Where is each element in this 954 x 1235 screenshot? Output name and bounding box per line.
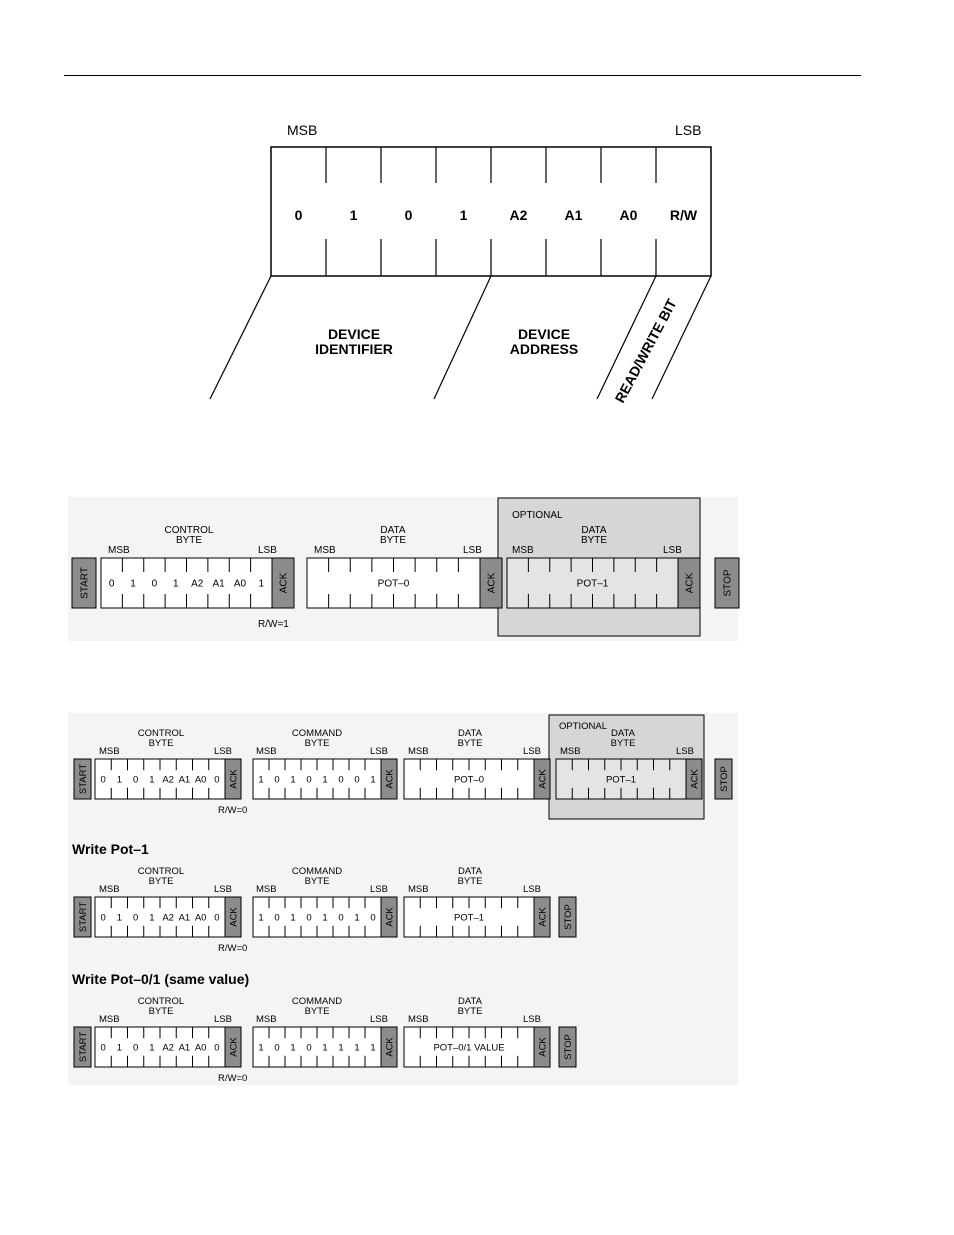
- seq3-control-bit-3: 1: [149, 1042, 155, 1054]
- seq2-command-msb: MSB: [256, 884, 277, 895]
- seq1-command-bit-6: 0: [354, 774, 360, 786]
- fig1-bit-1: 1: [349, 207, 358, 223]
- seq2-command-bit-5: 0: [338, 912, 344, 924]
- seq1-data1-lsb: LSB: [676, 746, 694, 757]
- seq1-control-title-1: CONTROL: [137, 728, 185, 739]
- seq3-ack-data0-label: ACK: [537, 1037, 549, 1057]
- seq1-data1-title-1: DATA: [611, 728, 635, 739]
- fig1-msb-label: MSB: [287, 122, 318, 138]
- control-bit-6: A0: [233, 578, 247, 590]
- seq3-control-bit-6: A0: [194, 1042, 207, 1054]
- seq3-command-msb: MSB: [256, 1014, 277, 1025]
- seq1-command-lsb: LSB: [370, 746, 388, 757]
- data1-lsb: LSB: [663, 545, 682, 556]
- ack-control-label: ACK: [278, 572, 290, 594]
- data1-value: POT–1: [576, 578, 609, 590]
- seq3-command-title-1: COMMAND: [291, 996, 343, 1007]
- start-label: START: [79, 567, 91, 599]
- seq3-control-lsb: LSB: [214, 1014, 232, 1025]
- seq3-ack-command-label: ACK: [384, 1037, 396, 1057]
- seq3-command-bit-1: 0: [274, 1042, 280, 1054]
- seq2-command-bit-4: 1: [322, 912, 328, 924]
- ack-data1-label: ACK: [684, 572, 696, 594]
- seq1-command-title-1: COMMAND: [291, 728, 343, 739]
- data1-title-2: BYTE: [580, 535, 608, 546]
- seq1-data0-lsb: LSB: [523, 746, 541, 757]
- seq3-command-bit-7: 1: [370, 1042, 376, 1054]
- control-bit-2: 0: [151, 578, 158, 590]
- seq3-control-msb: MSB: [99, 1014, 120, 1025]
- seq1-control-bit-5: A1: [178, 774, 191, 786]
- seq3-command-title-2: BYTE: [304, 1006, 330, 1017]
- seq2-control-bit-2: 0: [132, 912, 139, 924]
- seq1-control-bit-6: A0: [194, 774, 207, 786]
- seq2-command-bit-2: 1: [290, 912, 296, 924]
- seq1-rw: R/W=0: [218, 805, 248, 816]
- control-byte-title-1: CONTROL: [164, 525, 214, 536]
- seq3-rw: R/W=0: [218, 1073, 248, 1084]
- seq1-ack-data0-label: ACK: [537, 769, 549, 789]
- write-optional-label: OPTIONAL: [559, 721, 608, 732]
- fig1-bit-3: 1: [459, 207, 468, 223]
- seq1-command-bit-4: 1: [322, 774, 328, 786]
- seq3-data0-title-1: DATA: [458, 996, 482, 1007]
- seq1-command-title-2: BYTE: [304, 738, 330, 749]
- fig1-bit-0: 0: [294, 207, 303, 223]
- seq3-control-title-1: CONTROL: [137, 996, 185, 1007]
- seq2-control-bit-3: 1: [149, 912, 155, 924]
- device-identifier-line1: DEVICE: [327, 326, 381, 342]
- seq3-control-bit-2: 0: [132, 1042, 139, 1054]
- seq2-ack-data0-label: ACK: [537, 907, 549, 927]
- seq1-data1-msb: MSB: [560, 746, 581, 757]
- device-identifier-line2: IDENTIFIER: [315, 341, 393, 357]
- seq2-data0-msb: MSB: [408, 884, 429, 895]
- seq3-control-bit-4: A2: [162, 1042, 174, 1054]
- seq1-control-bit-1: 1: [116, 774, 123, 786]
- seq2-control-bit-0: 0: [100, 912, 106, 924]
- seq2-ack-command-label: ACK: [384, 907, 396, 927]
- seq2-command-bit-7: 0: [370, 912, 376, 924]
- seq3-stop-label: STOP: [562, 1034, 574, 1060]
- seq2-command-bit-1: 0: [274, 912, 280, 924]
- data1-msb: MSB: [512, 545, 534, 556]
- control-bit-3: 1: [173, 578, 179, 590]
- seq3-start-label: START: [77, 1031, 89, 1063]
- seq1-ack-data1-label: ACK: [689, 769, 701, 789]
- data0-value: POT–0: [377, 578, 410, 590]
- seq1-data1-value: POT–1: [605, 774, 637, 786]
- control-lsb: LSB: [258, 545, 277, 556]
- seq1-command-bit-7: 1: [370, 774, 376, 786]
- control-msb: MSB: [108, 545, 130, 556]
- seq3-control-bit-1: 1: [116, 1042, 123, 1054]
- seq3-control-bit-7: 0: [214, 1042, 220, 1054]
- seq2-command-lsb: LSB: [370, 884, 388, 895]
- seq2-command-bit-3: 0: [306, 912, 312, 924]
- fig1-bit-6: A0: [619, 207, 638, 223]
- seq3-data0-msb: MSB: [408, 1014, 429, 1025]
- seq1-ack-control-label: ACK: [228, 769, 240, 789]
- seq1-command-bit-5: 0: [338, 774, 344, 786]
- seq1-data0-msb: MSB: [408, 746, 429, 757]
- seq3-command-bit-2: 1: [290, 1042, 296, 1054]
- stop-label: STOP: [722, 569, 734, 597]
- seq1-command-msb: MSB: [256, 746, 277, 757]
- seq1-command-bit-0: 1: [258, 774, 264, 786]
- fig1-bit-7: R/W: [669, 207, 698, 223]
- read-write-bit-label: READ/WRITE BIT: [611, 296, 680, 406]
- seq2-ack-control-label: ACK: [228, 907, 240, 927]
- seq3-control-bit-0: 0: [100, 1042, 106, 1054]
- seq2-control-title-2: BYTE: [148, 876, 174, 887]
- seq1-command-bit-3: 0: [306, 774, 312, 786]
- seq3-command-lsb: LSB: [370, 1014, 388, 1025]
- seq1-data0-value: POT–0: [453, 774, 485, 786]
- seq2-control-bit-5: A1: [178, 912, 191, 924]
- seq1-control-lsb: LSB: [214, 746, 232, 757]
- seq2-control-bit-1: 1: [116, 912, 123, 924]
- fig1-lsb-label: LSB: [675, 122, 702, 138]
- fig1-bit-4: A2: [509, 207, 528, 223]
- ack-data0-label: ACK: [486, 572, 498, 594]
- seq2-control-lsb: LSB: [214, 884, 232, 895]
- data0-title-2: BYTE: [379, 535, 407, 546]
- seq3-command-bit-4: 1: [322, 1042, 328, 1054]
- seq2-data0-lsb: LSB: [523, 884, 541, 895]
- seq1-control-bit-3: 1: [149, 774, 155, 786]
- control-bit-4: A2: [191, 578, 204, 590]
- seq1-control-bit-4: A2: [162, 774, 174, 786]
- seq1-control-msb: MSB: [99, 746, 120, 757]
- seq3-command-bit-0: 1: [258, 1042, 264, 1054]
- seq2-rw: R/W=0: [218, 943, 248, 954]
- seq1-stop-label: STOP: [718, 766, 730, 792]
- seq3-command-bit-6: 1: [354, 1042, 360, 1054]
- fig1-bit-2: 0: [404, 207, 413, 223]
- seq2-command-title-2: BYTE: [304, 876, 330, 887]
- seq2-control-title-1: CONTROL: [137, 866, 185, 877]
- control-bit-1: 1: [130, 578, 136, 590]
- seq2-control-bit-7: 0: [214, 912, 220, 924]
- fig1-bit-5: A1: [564, 207, 583, 223]
- seq2-data0-title-2: BYTE: [457, 876, 483, 887]
- seq3-ack-control-label: ACK: [228, 1037, 240, 1057]
- control-bit-5: A1: [212, 578, 225, 590]
- seq2-data0-value: POT–1: [453, 912, 485, 924]
- seq2-data0-title-1: DATA: [458, 866, 482, 877]
- seq1-control-bit-2: 0: [132, 774, 139, 786]
- optional-label: OPTIONAL: [512, 510, 563, 521]
- seq3-command-bit-5: 1: [338, 1042, 344, 1054]
- control-bit-7: 1: [258, 578, 265, 590]
- seq1-data1-title-2: BYTE: [610, 738, 636, 749]
- seq1-control-title-2: BYTE: [148, 738, 174, 749]
- control-bit-0: 0: [108, 578, 115, 590]
- write-pot01-heading: Write Pot–0/1 (same value): [72, 971, 250, 987]
- seq1-data0-title-1: DATA: [458, 728, 482, 739]
- seq2-command-title-1: COMMAND: [291, 866, 343, 877]
- data0-title-1: DATA: [380, 525, 406, 536]
- seq1-command-bit-1: 0: [274, 774, 280, 786]
- control-byte-title-2: BYTE: [175, 535, 203, 546]
- data0-msb: MSB: [314, 545, 336, 556]
- seq3-data0-lsb: LSB: [523, 1014, 541, 1025]
- seq2-control-bit-4: A2: [162, 912, 174, 924]
- data0-lsb: LSB: [463, 545, 482, 556]
- seq2-start-label: START: [77, 901, 89, 933]
- seq1-start-label: START: [77, 763, 89, 795]
- seq3-command-bit-3: 0: [306, 1042, 312, 1054]
- seq2-control-bit-6: A0: [194, 912, 207, 924]
- write-pot1-heading: Write Pot–1: [72, 841, 149, 857]
- seq1-data0-title-2: BYTE: [457, 738, 483, 749]
- seq3-control-title-2: BYTE: [148, 1006, 174, 1017]
- seq1-command-bit-2: 1: [290, 774, 296, 786]
- seq1-ack-command-label: ACK: [384, 769, 396, 789]
- device-address-line2: ADDRESS: [509, 341, 579, 357]
- seq3-data0-title-2: BYTE: [457, 1006, 483, 1017]
- seq2-command-bit-0: 1: [258, 912, 264, 924]
- control-rw: R/W=1: [258, 619, 289, 630]
- device-address-line1: DEVICE: [517, 326, 571, 342]
- seq2-command-bit-6: 1: [354, 912, 360, 924]
- seq2-control-msb: MSB: [99, 884, 120, 895]
- seq3-data0-value: POT–0/1 VALUE: [433, 1042, 505, 1054]
- seq1-control-bit-7: 0: [214, 774, 220, 786]
- data1-title-1: DATA: [581, 525, 607, 536]
- seq1-control-bit-0: 0: [100, 774, 106, 786]
- seq2-stop-label: STOP: [562, 904, 574, 930]
- seq3-control-bit-5: A1: [178, 1042, 191, 1054]
